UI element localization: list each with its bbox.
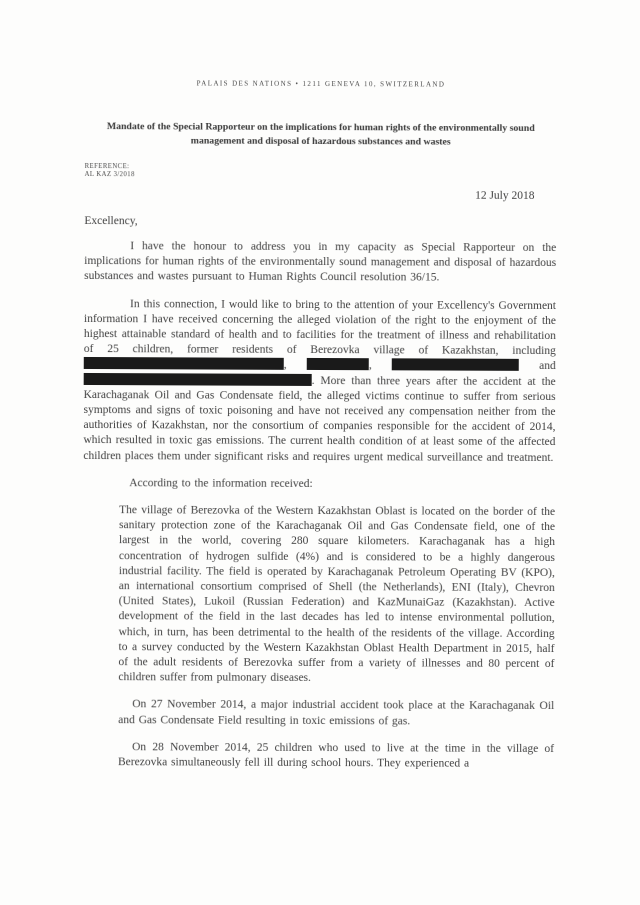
redaction-bar bbox=[307, 358, 369, 370]
reference-label: REFERENCE: bbox=[84, 162, 130, 171]
salutation: Excellency, bbox=[84, 214, 138, 228]
quote-paragraph-children: On 28 November 2014, 25 children who used to live at the time in the village of Berezovka simultaneously fell ill during school hours. They experienced a bbox=[117, 741, 555, 770]
paragraph-introduction: I have the honour to address you in my capacity as Special Rapporteur on the implications for human rights of the environmentally sound management and disposal of hazardous substances and wastes pursuant to Human Rights Council resolution 36/15. bbox=[84, 240, 557, 284]
quote-paragraph-accident: On 27 November 2014, a major industrial accident took place at the Karachaganak Oil and Gas Condensate Field resulting in toxic emissions of gas. bbox=[118, 698, 555, 728]
letter-content bbox=[82, 79, 557, 772]
letter-date: 12 July 2018 bbox=[475, 189, 535, 202]
paragraph-allegation-with-redactions: In this connection, I would like to bring to the attention of your Excellency's Government information I have received concerning the alleged violation of the right to the enjoyment of the highest attainable standard of health and to facilities for the treatment of illness and rehabilitation of 25 children, former residents of Berezovka village of Kazakhstan, including , , and . More than three years after the accident at the Karachaganak Oil and Gas Condensate field, the alleged victims continue to suffer from serious symptoms and signs of toxic poisoning and have not received any compensation neither from the authorities of Kazakhstan, nor the consortium of companies responsible for the accident of 2014, which resulted in toxic gas emissions. The current health condition of at least some of the affected children places them under significant risks and requires urgent medical surveillance and treatment. bbox=[83, 297, 557, 464]
quoted-information-block bbox=[118, 503, 555, 772]
mandate-title: Mandate of the Special Rapporteur on the implications for human rights of the environmentally sound management and disposal of hazardous substances and wastes bbox=[106, 121, 535, 148]
according-line: According to the information received: bbox=[129, 477, 313, 490]
un-letterhead-text: PALAIS DES NATIONS • 1211 GENEVA 10, SWITZERLAND bbox=[196, 79, 446, 89]
redaction-bar bbox=[392, 359, 519, 372]
redaction-bar bbox=[84, 373, 312, 386]
reference-number: AL KAZ 3/2018 bbox=[84, 170, 135, 179]
quote-paragraph-village: The village of Berezovka of the Western Kazakhstan Oblast is located on the border of the sanitary protection zone of the Karachaganak Oil and Gas Condensate field, one of the largest in the world, covering 280 square kilometers. Karachaganak has a high concentration of hydrogen sulfide (4%) and is considered to be a highly dangerous industrial facility. The field is operated by Karachaganak Petroleum Operating BV (KPO), an international consortium comprised of Shell (the Netherlands), ENI (Italy), Chevron (United States), Lukoil (Russian Federation) and KazMunaiGaz (Kazakhstan). Active development of the field in the last decades has led to intense environmental pollution, which, in turn, has been detrimental to the health of the residents of the village. According to a survey conducted by the Western Kazakhstan Oblast Health Department in 2015, half of the adult residents of Berezovka suffer from a variety of illnesses and 80 percent of children suffer from pulmonary diseases. bbox=[118, 504, 556, 685]
redaction-bar bbox=[84, 357, 284, 370]
reference-block bbox=[85, 163, 557, 181]
